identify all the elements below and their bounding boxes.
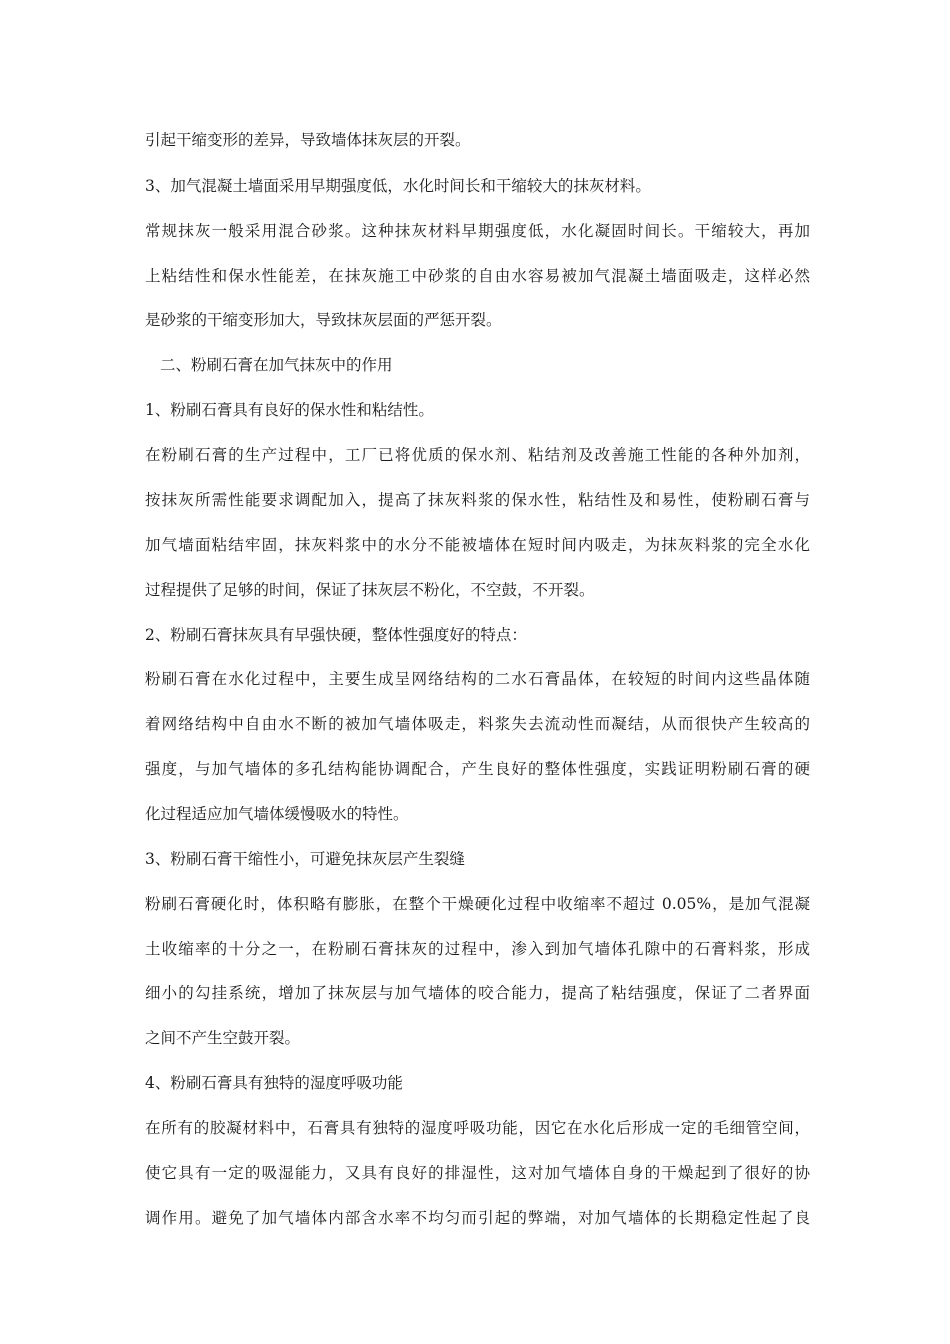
paragraph-line: 粉刷石膏在水化过程中，主要生成呈网络结构的二水石膏晶体，在较短的时间内这些晶体随 [145,670,810,688]
paragraph-line: 是砂浆的干缩变形加大，导致抹灰层面的严惩开裂。 [145,311,502,329]
paragraph-line: 着网络结构中自由水不断的被加气墙体吸走，料浆失去流动性而凝结，从而很快产生较高的 [145,715,810,733]
paragraph-line: 使它具有一定的吸湿能力，又具有良好的排湿性，这对加气墙体自身的干燥起到了很好的协 [145,1164,810,1182]
paragraph-line: 加气墙面粘结牢固，抹灰料浆中的水分不能被墙体在短时间内吸走，为抹灰料浆的完全水化 [145,536,810,554]
paragraph-line: 土收缩率的十分之一，在粉刷石膏抹灰的过程中，渗入到加气墙体孔隙中的石膏料浆，形成 [145,940,810,958]
paragraph-line: 引起干缩变形的差异，导致墙体抹灰层的开裂。 [145,131,471,149]
paragraph-line: 细小的勾挂系统，增加了抹灰层与加气墙体的咬合能力，提高了粘结强度，保证了二者界面 [145,984,810,1002]
paragraph-line: 上粘结性和保水性能差，在抹灰施工中砂浆的自由水容易被加气混凝土墙面吸走，这样必然 [145,267,810,285]
section-heading: 2、粉刷石膏抹灰具有早强快硬，整体性强度好的特点： [145,626,527,644]
paragraph-line: 过程提供了足够的时间，保证了抹灰层不粉化，不空鼓，不开裂。 [145,581,595,599]
paragraph-line: 化过程适应加气墙体缓慢吸水的特性。 [145,805,409,823]
paragraph-line: 之间不产生空鼓开裂。 [145,1029,301,1047]
paragraph-line: 在所有的胶凝材料中，石膏具有独特的湿度呼吸功能，因它在水化后形成一定的毛细管空间， [145,1119,810,1137]
paragraph-line: 调作用。避免了加气墙体内部含水率不均匀而引起的弊端，对加气墙体的长期稳定性起了良 [145,1209,810,1227]
paragraph-line: 强度，与加气墙体的多孔结构能协调配合，产生良好的整体性强度，实践证明粉刷石膏的硬 [145,760,810,778]
paragraph-line: 按抹灰所需性能要求调配加入，提高了抹灰料浆的保水性，粘结性及和易性，使粉刷石膏与 [145,491,810,509]
paragraph-line: 粉刷石膏硬化时，体积略有膨胀，在整个干燥硬化过程中收缩率不超过 0.05%，是加气混凝 [145,895,810,913]
section-heading: 1、粉刷石膏具有良好的保水性和粘结性。 [145,401,434,419]
paragraph-line: 在粉刷石膏的生产过程中，工厂已将优质的保水剂、粘结剂及改善施工性能的各种外加剂， [145,446,810,464]
chapter-heading: 二、粉刷石膏在加气抹灰中的作用 [160,356,393,374]
paragraph-line: 常规抹灰一般采用混合砂浆。这种抹灰材料早期强度低，水化凝固时间长。干缩较大，再加 [145,222,810,240]
section-heading: 3、加气混凝土墙面采用早期强度低，水化时间长和干缩较大的抹灰材料。 [145,177,651,195]
section-heading: 4、粉刷石膏具有独特的湿度呼吸功能 [145,1074,403,1092]
section-heading: 3、粉刷石膏干缩性小，可避免抹灰层产生裂缝 [145,850,465,868]
